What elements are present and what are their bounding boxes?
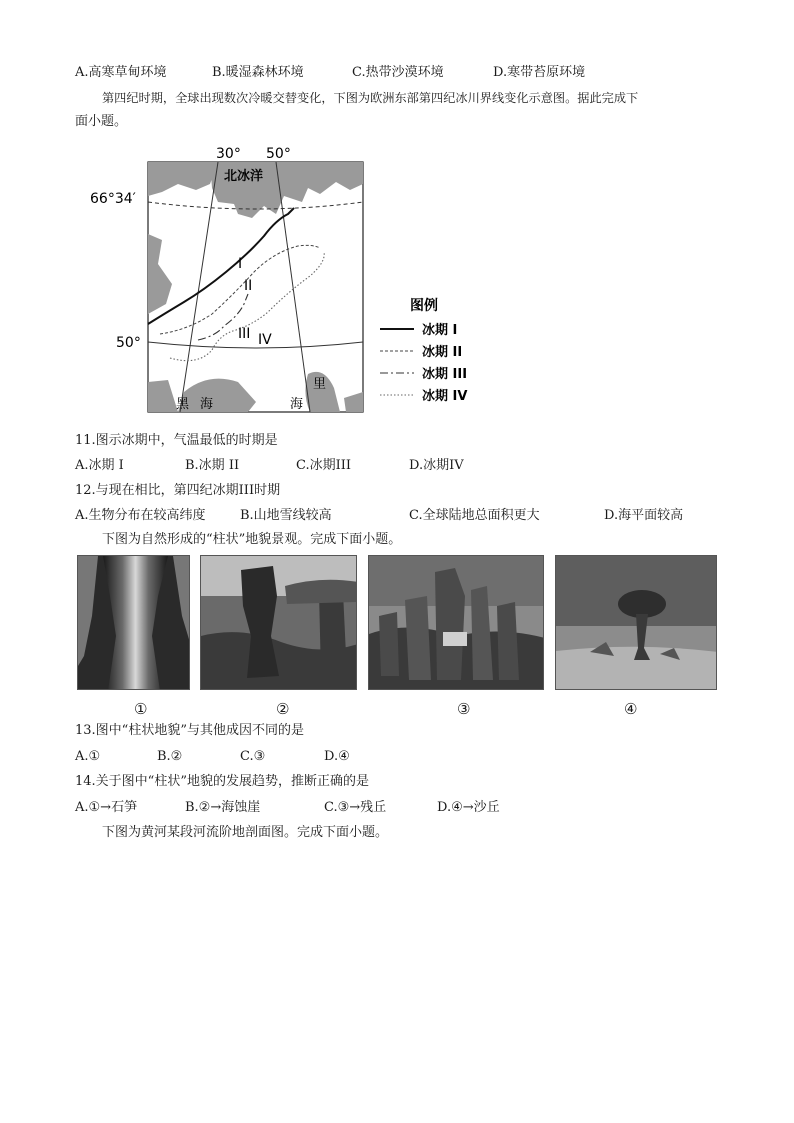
intro-glacier-line2: 面小题。	[75, 114, 128, 129]
q11-option-c: C.冰期III	[296, 458, 352, 473]
q12-option-d: D.海平面较高	[604, 508, 684, 523]
glacier-map	[88, 144, 488, 416]
label-black-sea-1: 黑	[176, 397, 190, 412]
q14-stem: 14.关于图中“柱状”地貌的发展趋势，推断正确的是	[75, 774, 369, 789]
q10-option-c: C.热带沙漠环境	[352, 65, 444, 80]
caption-2: ②	[276, 700, 290, 718]
stage-label-1: I	[238, 256, 243, 272]
intro-glacier-line1: 第四纪时期，全球出现数次冷暖交替变化，下图为欧洲东部第四纪冰川界线变化示意图。据此完成下	[102, 91, 639, 105]
intro-pillar: 下图为自然形成的“柱状”地貌景观。完成下面小题。	[102, 532, 402, 547]
q14-option-a: A.①→石笋	[75, 800, 138, 815]
q14-option-d: D.④→沙丘	[437, 800, 500, 815]
lat-label-arctic: 66°34′	[90, 191, 136, 207]
stage-label-3: III	[238, 326, 251, 342]
q13-stem: 13.图中“柱状地貌”与其他成因不同的是	[75, 723, 304, 738]
caption-3: ③	[457, 700, 471, 718]
legend-title: 图例	[410, 298, 438, 314]
legend-item-2: 冰期 II	[422, 345, 463, 360]
q10-option-b: B.暖湿森林环境	[212, 65, 304, 80]
intro-terrace: 下图为黄河某段河流阶地剖面图。完成下面小题。	[102, 825, 389, 840]
label-arctic-ocean: 北冰洋	[224, 169, 264, 184]
q14-option-c: C.③→残丘	[324, 800, 387, 815]
lon-label-30: 30°	[216, 146, 241, 162]
photo-1-stalactite	[77, 555, 190, 690]
q12-option-a: A.生物分布在较高纬度	[75, 508, 206, 523]
q11-stem: 11.图示冰期中，气温最低的时期是	[75, 433, 278, 448]
photo-3-stone-forest	[368, 555, 544, 690]
caption-1: ①	[134, 700, 148, 718]
stage-label-4: IV	[258, 332, 272, 348]
photo-4-mushroom-rock	[555, 555, 717, 690]
stage-label-2: II	[244, 278, 253, 294]
lat-label-50: 50°	[116, 335, 141, 351]
q13-option-c: C.③	[240, 749, 266, 764]
legend-item-4: 冰期 IV	[422, 389, 468, 404]
photo-2-sea-stack	[200, 555, 357, 690]
q11-option-a: A.冰期 I	[75, 458, 124, 473]
q10-option-d: D.寒带苔原环境	[493, 65, 586, 80]
q12-stem: 12.与现在相比，第四纪冰期III时期	[75, 483, 281, 498]
q11-option-d: D.冰期IV	[409, 458, 464, 473]
q12-option-c: C.全球陆地总面积更大	[409, 508, 540, 523]
lon-label-50: 50°	[266, 146, 291, 162]
q12-option-b: B.山地雪线较高	[240, 508, 332, 523]
q10-option-a: A.高寒草甸环境	[75, 65, 167, 80]
q13-option-b: B.②	[157, 749, 183, 764]
q13-option-d: D.④	[324, 749, 350, 764]
legend-item-3: 冰期 III	[422, 367, 468, 382]
legend-item-1: 冰期 I	[422, 323, 458, 338]
q11-option-b: B.冰期 II	[185, 458, 240, 473]
label-caspian-2: 海	[290, 397, 304, 412]
label-caspian-1: 里	[313, 377, 327, 392]
q13-option-a: A.①	[75, 749, 101, 764]
label-black-sea-2: 海	[200, 397, 214, 412]
q14-option-b: B.②→海蚀崖	[185, 800, 261, 815]
caption-4: ④	[624, 700, 638, 718]
